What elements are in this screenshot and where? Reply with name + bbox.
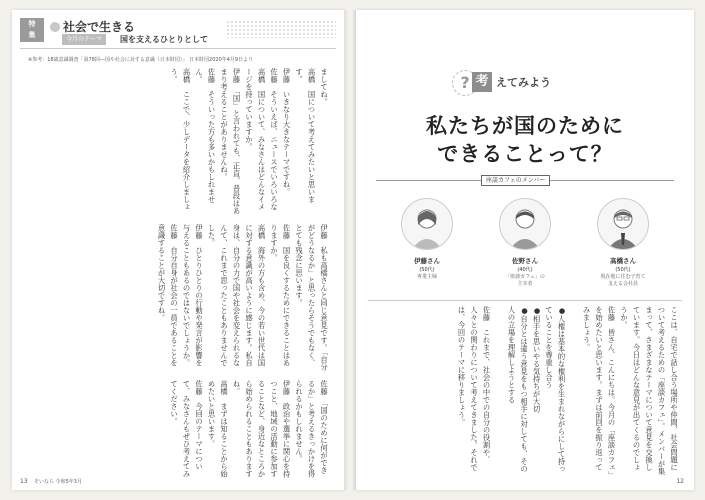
member-name: 高橋さん (50代) (610, 257, 636, 273)
members-label: 座談カフェのメンバー (481, 175, 550, 186)
header-dot-pattern (226, 20, 336, 38)
right-column-text: ここは、自宅で話し合う場所や仲間、社会問題について考えるための「座談カフェ」。メンバーが集まって、さまざまなテーマについて意見を交換しています。今日はどんな意見が出てくるのでしょうか。 佐藤 皆さん、こんにちは。今月の「座談カフェ」を始めたいと思います。まずは前回を振り返ってみましょう。 ●人権は基本的な権利を生まれながらにして持っていることを尊重し合う ●相手を思いやる気持ちが大切 ●自分とは違う意見をもつ相手に対しても、その人の立場を理解しようとする 佐藤 これまで、社会の中での自分の役割や、人々との関わりについて考えてきました。それでは、今回のテーマに移りましょう。 (457, 306, 679, 475)
avatar (401, 198, 453, 250)
footer-publication: そいなら 令和5年3月 (34, 479, 82, 485)
book-gutter (344, 10, 356, 490)
left-page (12, 10, 344, 490)
kangae-char: 考 (472, 72, 492, 92)
main-title-line2: できることって？ (437, 142, 613, 166)
member-takahashi (580, 198, 666, 288)
page-number-left: 13 (20, 478, 28, 485)
section-rule (368, 300, 682, 301)
member-sano (482, 198, 568, 288)
kangae-heading (452, 70, 602, 96)
member-role: 専業主婦 (416, 274, 437, 280)
member-role: 「座談カフェ」の 主宰者 (505, 274, 545, 287)
page-number-right: 12 (676, 478, 684, 485)
avatar (499, 198, 551, 250)
header-title-text: 社会で生きる (63, 20, 136, 34)
avatar (597, 198, 649, 250)
member-name: 伊藤さん (50代) (414, 257, 440, 273)
left-column-upper: ましてね。 高橋 国について考えてみたいと思います。 伊藤 いきなり大きなテーマですね。 佐藤 そういえば、ニュースでいろいろな 高橋 国について、みなさんはどんなイメージを持っていますか。 伊藤 「国」と言われても、正直、普段はあまり考えることがありませんね。 佐藤 そういった方も多いかもしれません。 高橋 ここで、少しデータを紹介しましょう。 (170, 68, 329, 215)
main-title-line1: 私たちが国のために (426, 114, 624, 138)
left-column-bottom: 佐藤 「国のために何ができるか」と考えるきっかけを得られるかもしれません。 伊藤 政治や選挙に関心を持つこと、地域の活動に参加することなど、身近なところから始められることもありますね。 高橋 まずは知ることから始めたいと思います。 佐藤 今回のテーマについて、みなさんもぜひ考えてみてください。 (170, 380, 329, 478)
left-column-lower: 伊藤 私も高橋さんと同じ意見です。「自分がどうなるか」と思ったらそうでもなく、とても残念に思います。 佐藤 国を良くするためにできることはありますか。 高橋 海外の方も含め、今の若い世代は国に対する意識が高いように感じます。私自身は、自分の力で国や社会を変えられるなんて、これまで思ったこともありませんでした。 伊藤 ひとりひとりの行動や発言が影響を与えることもあるのではないでしょうか。 佐藤 自分自身が社会の一員であることを意識することが大切ですね。 (157, 224, 329, 371)
member-role: 現在地に住む子育て 支える会社員 (600, 274, 646, 287)
reference-note: ※参考：18歳意識調査「第78回―国や社会に対する意識（日本財団）」 日本財団2020年4月9日より (28, 57, 254, 63)
member-ito (384, 198, 470, 281)
tokushu-badge: 特 集 (20, 18, 44, 42)
right-page (356, 10, 694, 490)
page-header (12, 10, 344, 50)
theme-tag: 今月のテーマ (62, 34, 106, 45)
header-rule (20, 48, 336, 49)
member-name: 佐野さん (40代) (512, 257, 538, 273)
header-title (50, 18, 135, 35)
question-mark-icon: ? (452, 70, 478, 96)
globe-icon (50, 22, 60, 32)
theme-value: 国を支えるひとりとして (120, 35, 208, 44)
kangae-rest: えてみよう (496, 76, 551, 89)
